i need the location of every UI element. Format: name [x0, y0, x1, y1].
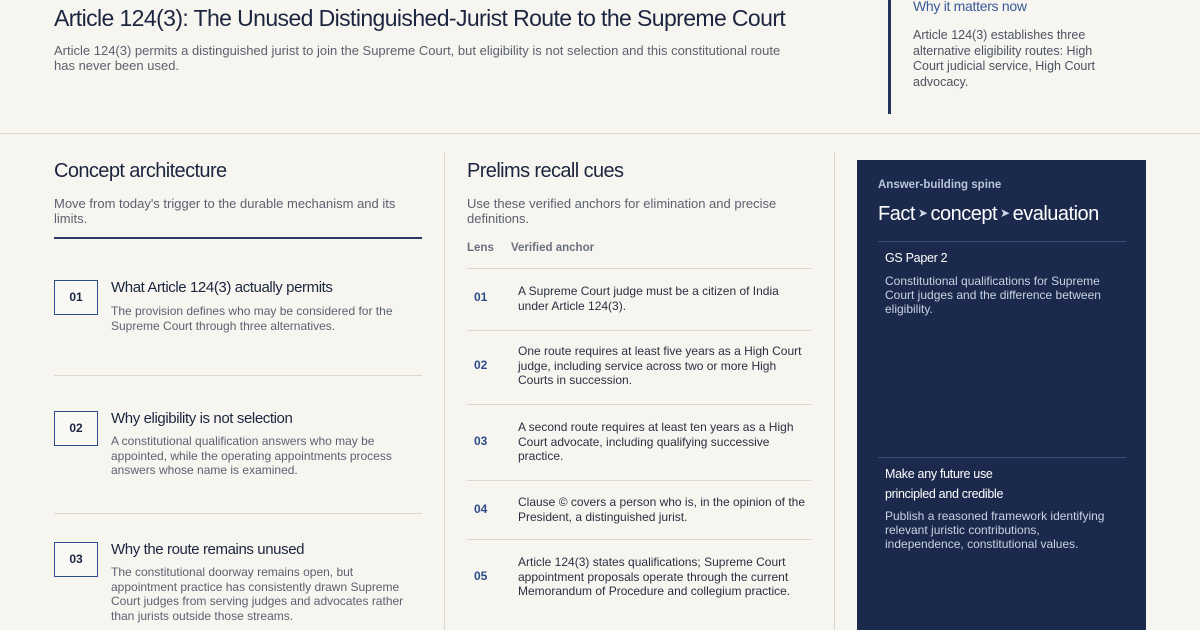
recall-divider: [467, 480, 811, 481]
recall-row-text: A second route requires at least ten years as a High Court advocate, including qualifying successive practice.: [518, 420, 794, 463]
concept-section-title: Concept architecture: [54, 160, 227, 182]
spine-divider: [878, 457, 1126, 458]
recall-row-number: 05: [474, 569, 488, 583]
page-subtitle: Article 124(3) permits a distinguished jurist to join the Supreme Court, but eligibility is not selection and this constitutional route has never been used.: [54, 43, 781, 73]
answer-spine-panel: [857, 160, 1146, 630]
why-it-matters-title: Why it matters now: [913, 0, 1027, 14]
why-it-matters-panel: [888, 0, 1148, 114]
future-use-title: Make any future use: [885, 467, 993, 481]
recall-divider: [467, 539, 811, 540]
recall-row-text: Clause © covers a person who is, in the opinion of the President, a distinguished jurist.: [518, 495, 806, 524]
concept-item-title: What Article 124(3) actually permits: [111, 279, 333, 296]
concept-item-title: Why the route remains unused: [111, 541, 305, 558]
concept-number-badge: 02: [54, 411, 98, 446]
concept-item-text: The provision defines who may be considered for the Supreme Court through three alternatives.: [111, 304, 393, 333]
page-title: Article 124(3): The Unused Distinguished-Jurist Route to the Supreme Court: [54, 5, 786, 31]
recall-divider: [467, 330, 811, 331]
recall-row-number: 01: [474, 290, 488, 304]
concept-item-text: A constitutional qualification answers who may be appointed, while the operating appointments process answers whose name is examined.: [111, 434, 392, 477]
recall-row-text: A Supreme Court judge must be a citizen of India under Article 124(3).: [518, 284, 779, 313]
column-divider: [444, 152, 445, 630]
recall-row-number: 03: [474, 434, 488, 448]
concept-divider: [54, 375, 422, 376]
recall-divider: [467, 268, 811, 269]
recall-column-anchor: Verified anchor: [511, 242, 595, 254]
spine-divider: [878, 241, 1126, 242]
future-use-title-2: principled and credible: [885, 487, 1004, 501]
concept-section-subtitle: Move from today's trigger to the durable mechanism and its limits.: [54, 196, 396, 226]
recall-row-text: One route requires at least five years as a High Court judge, including service across two or more High Courts in succession.: [518, 344, 802, 387]
concept-item-text: The constitutional doorway remains open, but appointment practice has consistently drawn Supreme Court judges from serving judges and advocates rather than jurists outside those streams.: [111, 565, 404, 623]
arrow-right-icon: ➤: [917, 206, 928, 220]
flow-step-fact: Fact: [878, 203, 915, 225]
recall-column-lens: Lens: [467, 242, 494, 254]
recall-row-number: 04: [474, 502, 488, 516]
arrow-right-icon: ➤: [1000, 206, 1010, 220]
future-use-text: Publish a reasoned framework identifying relevant juristic contributions, independence, constitutional values.: [885, 509, 1105, 551]
paper-text: Constitutional qualifications for Supreme Court judges and the difference between eligibility.: [885, 274, 1101, 316]
recall-section-subtitle: Use these verified anchors for elimination and precise definitions.: [467, 196, 777, 226]
concept-divider: [54, 513, 422, 514]
page-header: [0, 0, 1200, 134]
flow-step-evaluation: evaluation: [1012, 203, 1099, 225]
concept-header-rule: [54, 237, 422, 239]
concept-item-title: Why eligibility is not selection: [111, 410, 293, 427]
flow-step-concept: concept: [930, 203, 998, 225]
recall-row-text: Article 124(3) states qualifications; Supreme Court appointment proposals operate through the current Memorandum of Procedure and collegium practice.: [518, 555, 791, 598]
recall-divider: [467, 404, 811, 405]
column-divider: [834, 152, 835, 630]
paper-title: GS Paper 2: [885, 251, 948, 265]
concept-number-badge: 03: [54, 542, 98, 577]
concept-number-badge: 01: [54, 280, 98, 315]
why-it-matters-text: Article 124(3) establishes three alternative eligibility routes: High Court judicial service, High Court advocacy.: [913, 28, 1096, 89]
spine-flow: [878, 203, 1099, 226]
recall-row-number: 02: [474, 358, 488, 372]
spine-label: Answer-building spine: [878, 179, 1002, 191]
recall-section-title: Prelims recall cues: [467, 160, 624, 182]
